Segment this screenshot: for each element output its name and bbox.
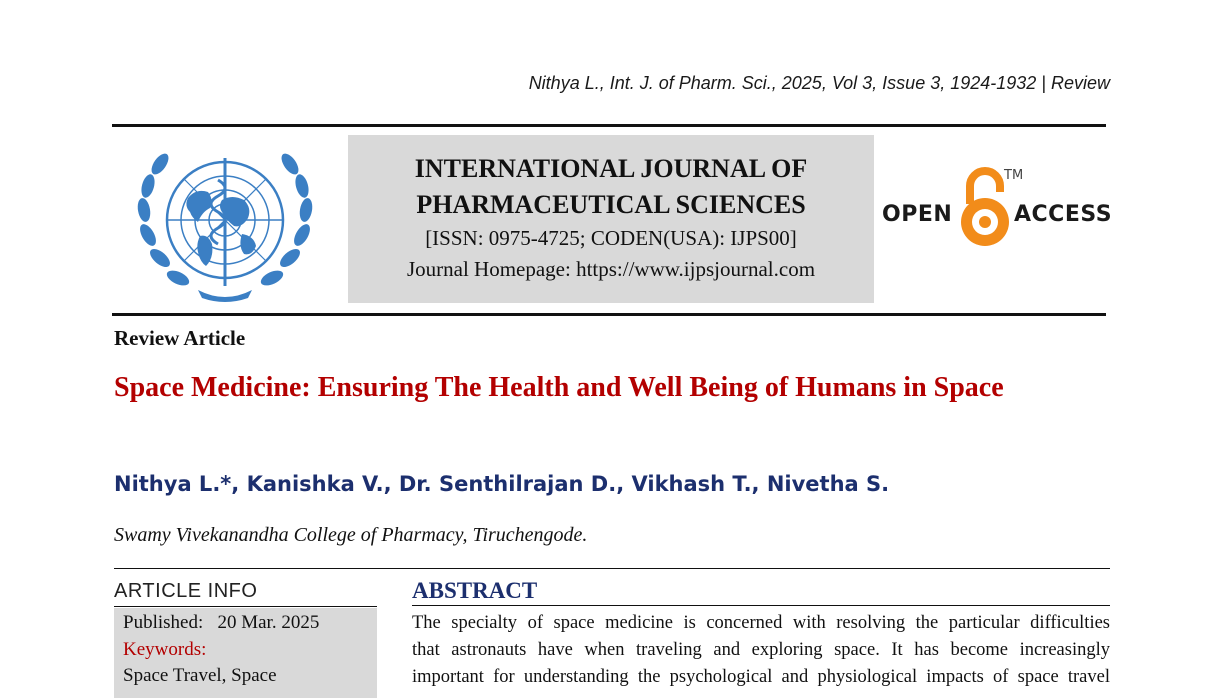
published-label: Published: (123, 612, 204, 633)
published-row (123, 612, 319, 634)
open-access-open-text: OPEN (882, 202, 953, 227)
article-affiliation: Swamy Vivekanandha College of Pharmacy, Tiruchengode. (114, 524, 588, 546)
article-info-rule (114, 606, 377, 607)
journal-name-line2: PHARMACEUTICAL SCIENCES (416, 190, 806, 219)
abstract-line: The specialty of space medicine is concerned with resolving the particular difficulties (412, 613, 1110, 633)
abstract-rule (412, 605, 1110, 606)
keywords-values: Space Travel, Space (123, 665, 277, 686)
abstract-heading: ABSTRACT (412, 578, 538, 603)
abstract-body (412, 610, 1110, 691)
keywords-label: Keywords: (123, 639, 207, 660)
citation-header: Nithya L., Int. J. of Pharm. Sci., 2025, Vol 3, Issue 3, 1924-1932 | Review (528, 73, 1110, 93)
journal-homepage[interactable]: Journal Homepage: https://www.ijpsjournal.com (406, 257, 816, 281)
article-title: Space Medicine: Ensuring The Health and Well Being of Humans in Space (114, 372, 1004, 403)
published-date: 20 Mar. 2025 (217, 612, 320, 633)
abstract-line: important for understanding the psychological and physiological impacts of space travel (412, 667, 1110, 687)
header-rule-bottom (112, 313, 1106, 316)
emblem-icon (126, 140, 324, 306)
header-rule-top (112, 124, 1106, 127)
article-type: Review Article (114, 326, 246, 350)
article-info-heading: ARTICLE INFO (114, 580, 258, 602)
journal-emblem-logo (126, 140, 324, 306)
article-info-box (114, 608, 377, 698)
open-access-logo (880, 162, 1113, 254)
journal-title-box (348, 135, 874, 303)
trademark-mark: TM (1004, 168, 1024, 183)
section-divider (114, 568, 1110, 569)
abstract-line: that astronauts have when traveling and exploring space. It has become increasingly (412, 640, 1110, 660)
journal-issn: [ISSN: 0975-4725; CODEN(USA): IJPS00] (425, 226, 797, 250)
article-authors: Nithya L.*, Kanishka V., Dr. Senthilrajan D., Vikhash T., Nivetha S. (114, 472, 890, 496)
open-access-access-text: ACCESS (1014, 202, 1113, 227)
journal-name-line1: INTERNATIONAL JOURNAL OF (414, 154, 808, 183)
